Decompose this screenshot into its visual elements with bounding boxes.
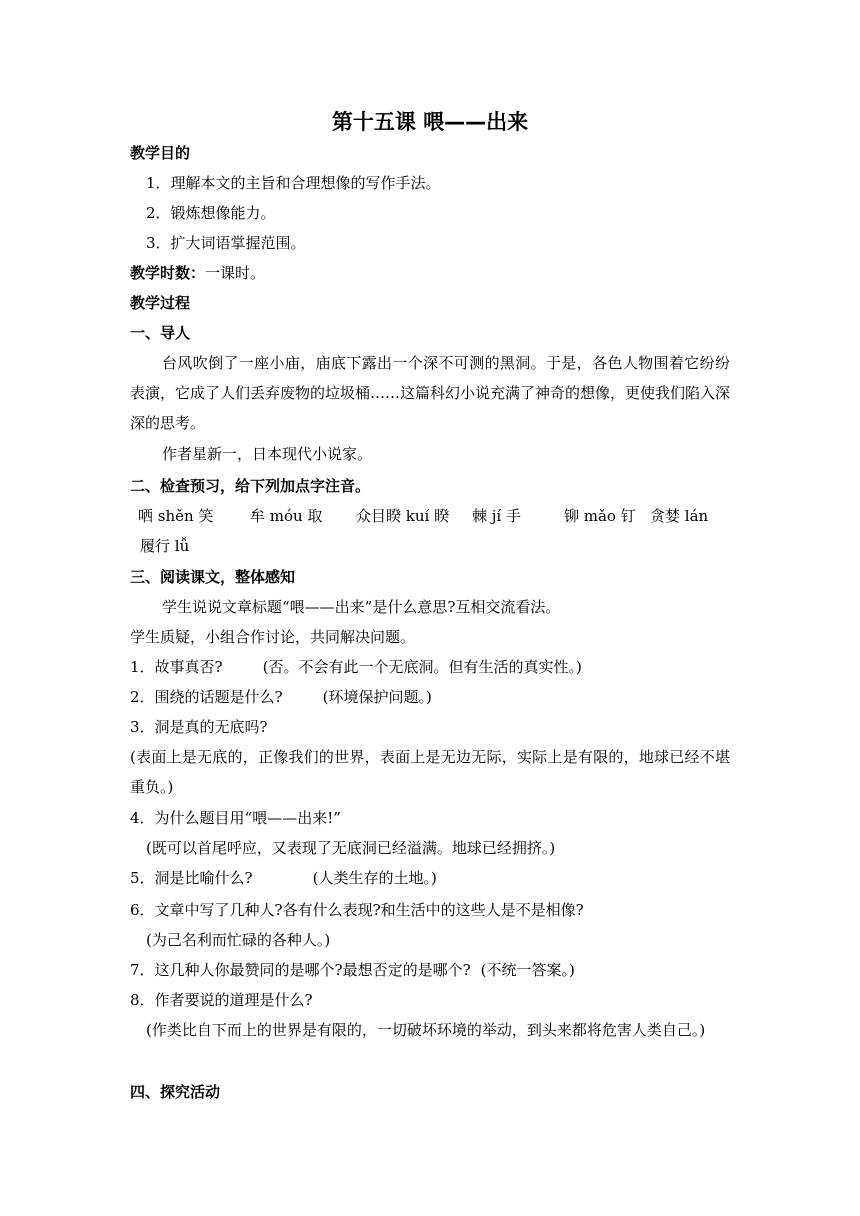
answer-6: (为己名利而忙碌的各种人。) [146,931,331,949]
answer-text: (人类生存的土地。) [312,869,437,887]
lesson-title: 第十五课 喂——出来 [331,110,529,134]
objectives-heading: 教学目的 [130,144,191,162]
question-1 [130,657,582,677]
section2-heading: 二、检查预习，给下列加点字注音。 [130,477,371,495]
pinyin-item: 铆 mǎo 钉 [564,507,636,525]
answer-8: (作类比自下而上的世界是有限的，一切破坏环境的举动，到头来都将危害人类自己。) [146,1021,706,1039]
process-heading: 教学过程 [130,294,191,312]
question-text: 2．围绕的话题是什么? [130,688,283,706]
answer-3: (表面上是无底的，正像我们的世界，表面上是无边无际，实际上是有限的，地球已经不堪重负。) [130,748,730,796]
question-text: 5．洞是比喻什么? [130,869,253,887]
answer-text: (否。不会有此一个无底洞。但有生活的真实性。) [262,658,582,676]
question-text: 1．故事真否? [130,658,223,676]
section3-intro: 学生说说文章标题“喂——出来”是什么意思?互相交流看法。 [162,598,561,616]
pinyin-item: 贪婪 lán [650,507,709,525]
question-6: 6．文章中写了几种人?各有什么表现?和生活中的这些人是不是相像? [130,901,584,919]
pinyin-item: 众目睽 kuí 睽 [356,507,450,525]
question-4: 4．为什么题目用“喂——出来!” [130,809,341,827]
pinyin-item: 履行 lǚ [140,537,190,555]
author-note: 作者星新一，日本现代小说家。 [162,445,373,463]
answer-text: (不统一答案。) [480,961,575,979]
hours-value: 一课时。 [205,264,266,282]
hours-label: 教学时数： [130,264,206,282]
section3-heading: 三、阅读课文，整体感知 [130,568,296,586]
answer-4: (既可以首尾呼应，又表现了无底洞已经溢满。地球已经拥挤。) [146,839,556,857]
pinyin-list [138,506,738,526]
question-8: 8．作者要说的道理是什么? [130,991,313,1009]
section4-heading: 四、探究活动 [130,1083,221,1101]
question-7 [130,960,575,980]
hours-line [130,263,265,283]
question-2 [130,687,432,707]
section1-heading: 一、导人 [130,324,191,342]
objective-item: 3．扩大词语掌握范围。 [146,234,306,252]
pinyin-item: 棘 jí 手 [472,507,521,525]
objective-item: 2．锻炼想像能力。 [146,204,276,222]
question-5 [130,868,437,888]
question-text: 7．这几种人你最赞同的是哪个?最想否定的是哪个? [130,961,471,979]
answer-text: (环境保护问题。) [322,688,432,706]
pinyin-item: 哂 shěn 笑 [138,507,214,525]
section3-intro: 学生质疑，小组合作讨论，共同解决问题。 [130,628,416,646]
section1-paragraph: 台风吹倒了一座小庙，庙底下露出一个深不可测的黑洞。于是，各色人物围着它纷纷表演，它成了人们丢弃废物的垃圾桶……这篇科幻小说充满了神奇的想像，更使我们陷入深深的思考。 [130,354,731,432]
objective-item: 1．理解本文的主旨和合理想像的写作手法。 [146,174,441,192]
question-3: 3．洞是真的无底吗? [130,718,268,736]
pinyin-item: 牟 móu 取 [250,507,323,525]
